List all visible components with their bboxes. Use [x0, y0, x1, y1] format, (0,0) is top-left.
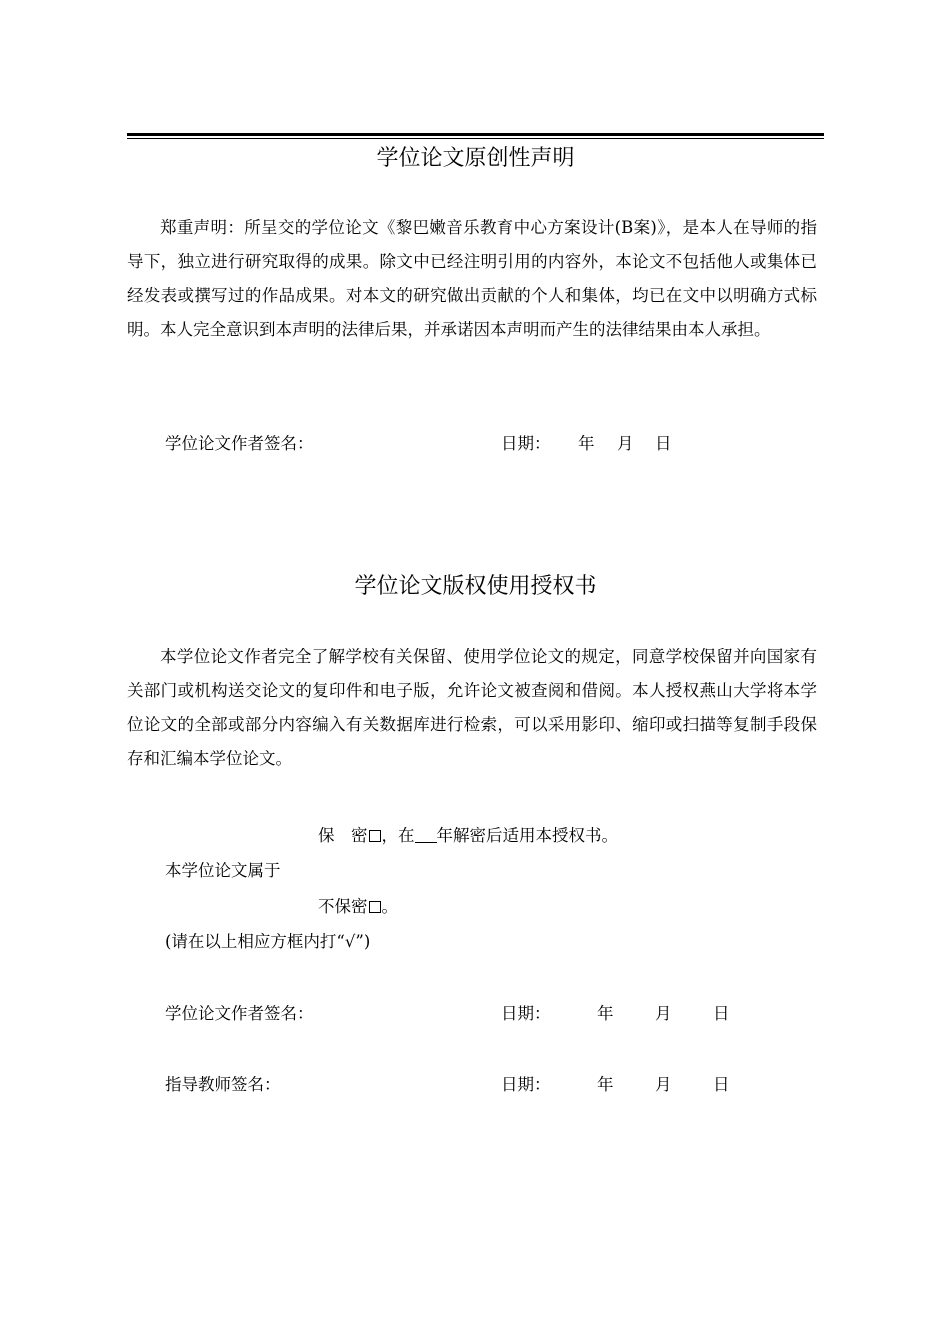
author-signature-label: 学位论文作者签名：: [165, 434, 314, 453]
year-label: 年: [578, 434, 595, 453]
date-label-3: 日期：: [501, 1075, 551, 1094]
copyright-title: 学位论文版权使用授权书: [354, 574, 597, 599]
secret-checkbox[interactable]: [369, 830, 381, 842]
years-blank[interactable]: [415, 828, 437, 843]
top-rule-thin: [127, 138, 824, 139]
secret-label-tail: 年解密后适用本授权书。: [436, 826, 618, 845]
secret-label-cont: ，在: [381, 826, 415, 845]
not-secret-label: 不保密: [318, 897, 368, 916]
secret-label: 保 密: [318, 826, 368, 845]
copyright-authorization: 本学位论文作者完全了解学校有关保留、使用学位论文的规定，同意学校保留并向国家有关部门或机构送交论文的复印件和电子版，允许论文被查阅和借阅。本人授权燕山大学将本学位论文的全部或部分内容编入有关数据库进行检索，可以采用影印、缩印或扫描等复制手段保存和汇编本学位论文。: [127, 647, 817, 768]
secret-option: [318, 824, 618, 848]
year-label-2: 年: [597, 1004, 614, 1023]
checkbox-instruction: (请在以上相应方框内打“√”): [165, 932, 371, 951]
advisor-signature-label: 指导教师签名：: [165, 1075, 281, 1094]
belongs-label: 本学位论文属于: [165, 861, 281, 880]
day-label-3: 日: [713, 1075, 730, 1094]
day-label-2: 日: [713, 1004, 730, 1023]
not-secret-checkbox[interactable]: [369, 901, 381, 913]
not-secret-period: 。: [381, 897, 398, 916]
year-label-3: 年: [597, 1075, 614, 1094]
month-label-3: 月: [655, 1075, 672, 1094]
top-rule-thick: [127, 133, 824, 136]
date-label-2: 日期：: [501, 1004, 551, 1023]
originality-title: 学位论文原创性声明: [376, 146, 575, 171]
date-label: 日期：: [501, 434, 551, 453]
day-label: 日: [655, 434, 672, 453]
not-secret-option: [318, 895, 398, 919]
month-label-2: 月: [655, 1004, 672, 1023]
month-label: 月: [617, 434, 634, 453]
author-signature-label-2: 学位论文作者签名：: [165, 1004, 314, 1023]
originality-statement: 郑重声明：所呈交的学位论文《黎巴嫩音乐教育中心方案设计(B案)》，是本人在导师的指导下，独立进行研究取得的成果。除文中已经注明引用的内容外，本论文不包括他人或集体已经发表或撰写过的作品成果。对本文的研究做出贡献的个人和集体，均已在文中以明确方式标明。本人完全意识到本声明的法律后果，并承诺因本声明而产生的法律结果由本人承担。: [127, 218, 817, 339]
